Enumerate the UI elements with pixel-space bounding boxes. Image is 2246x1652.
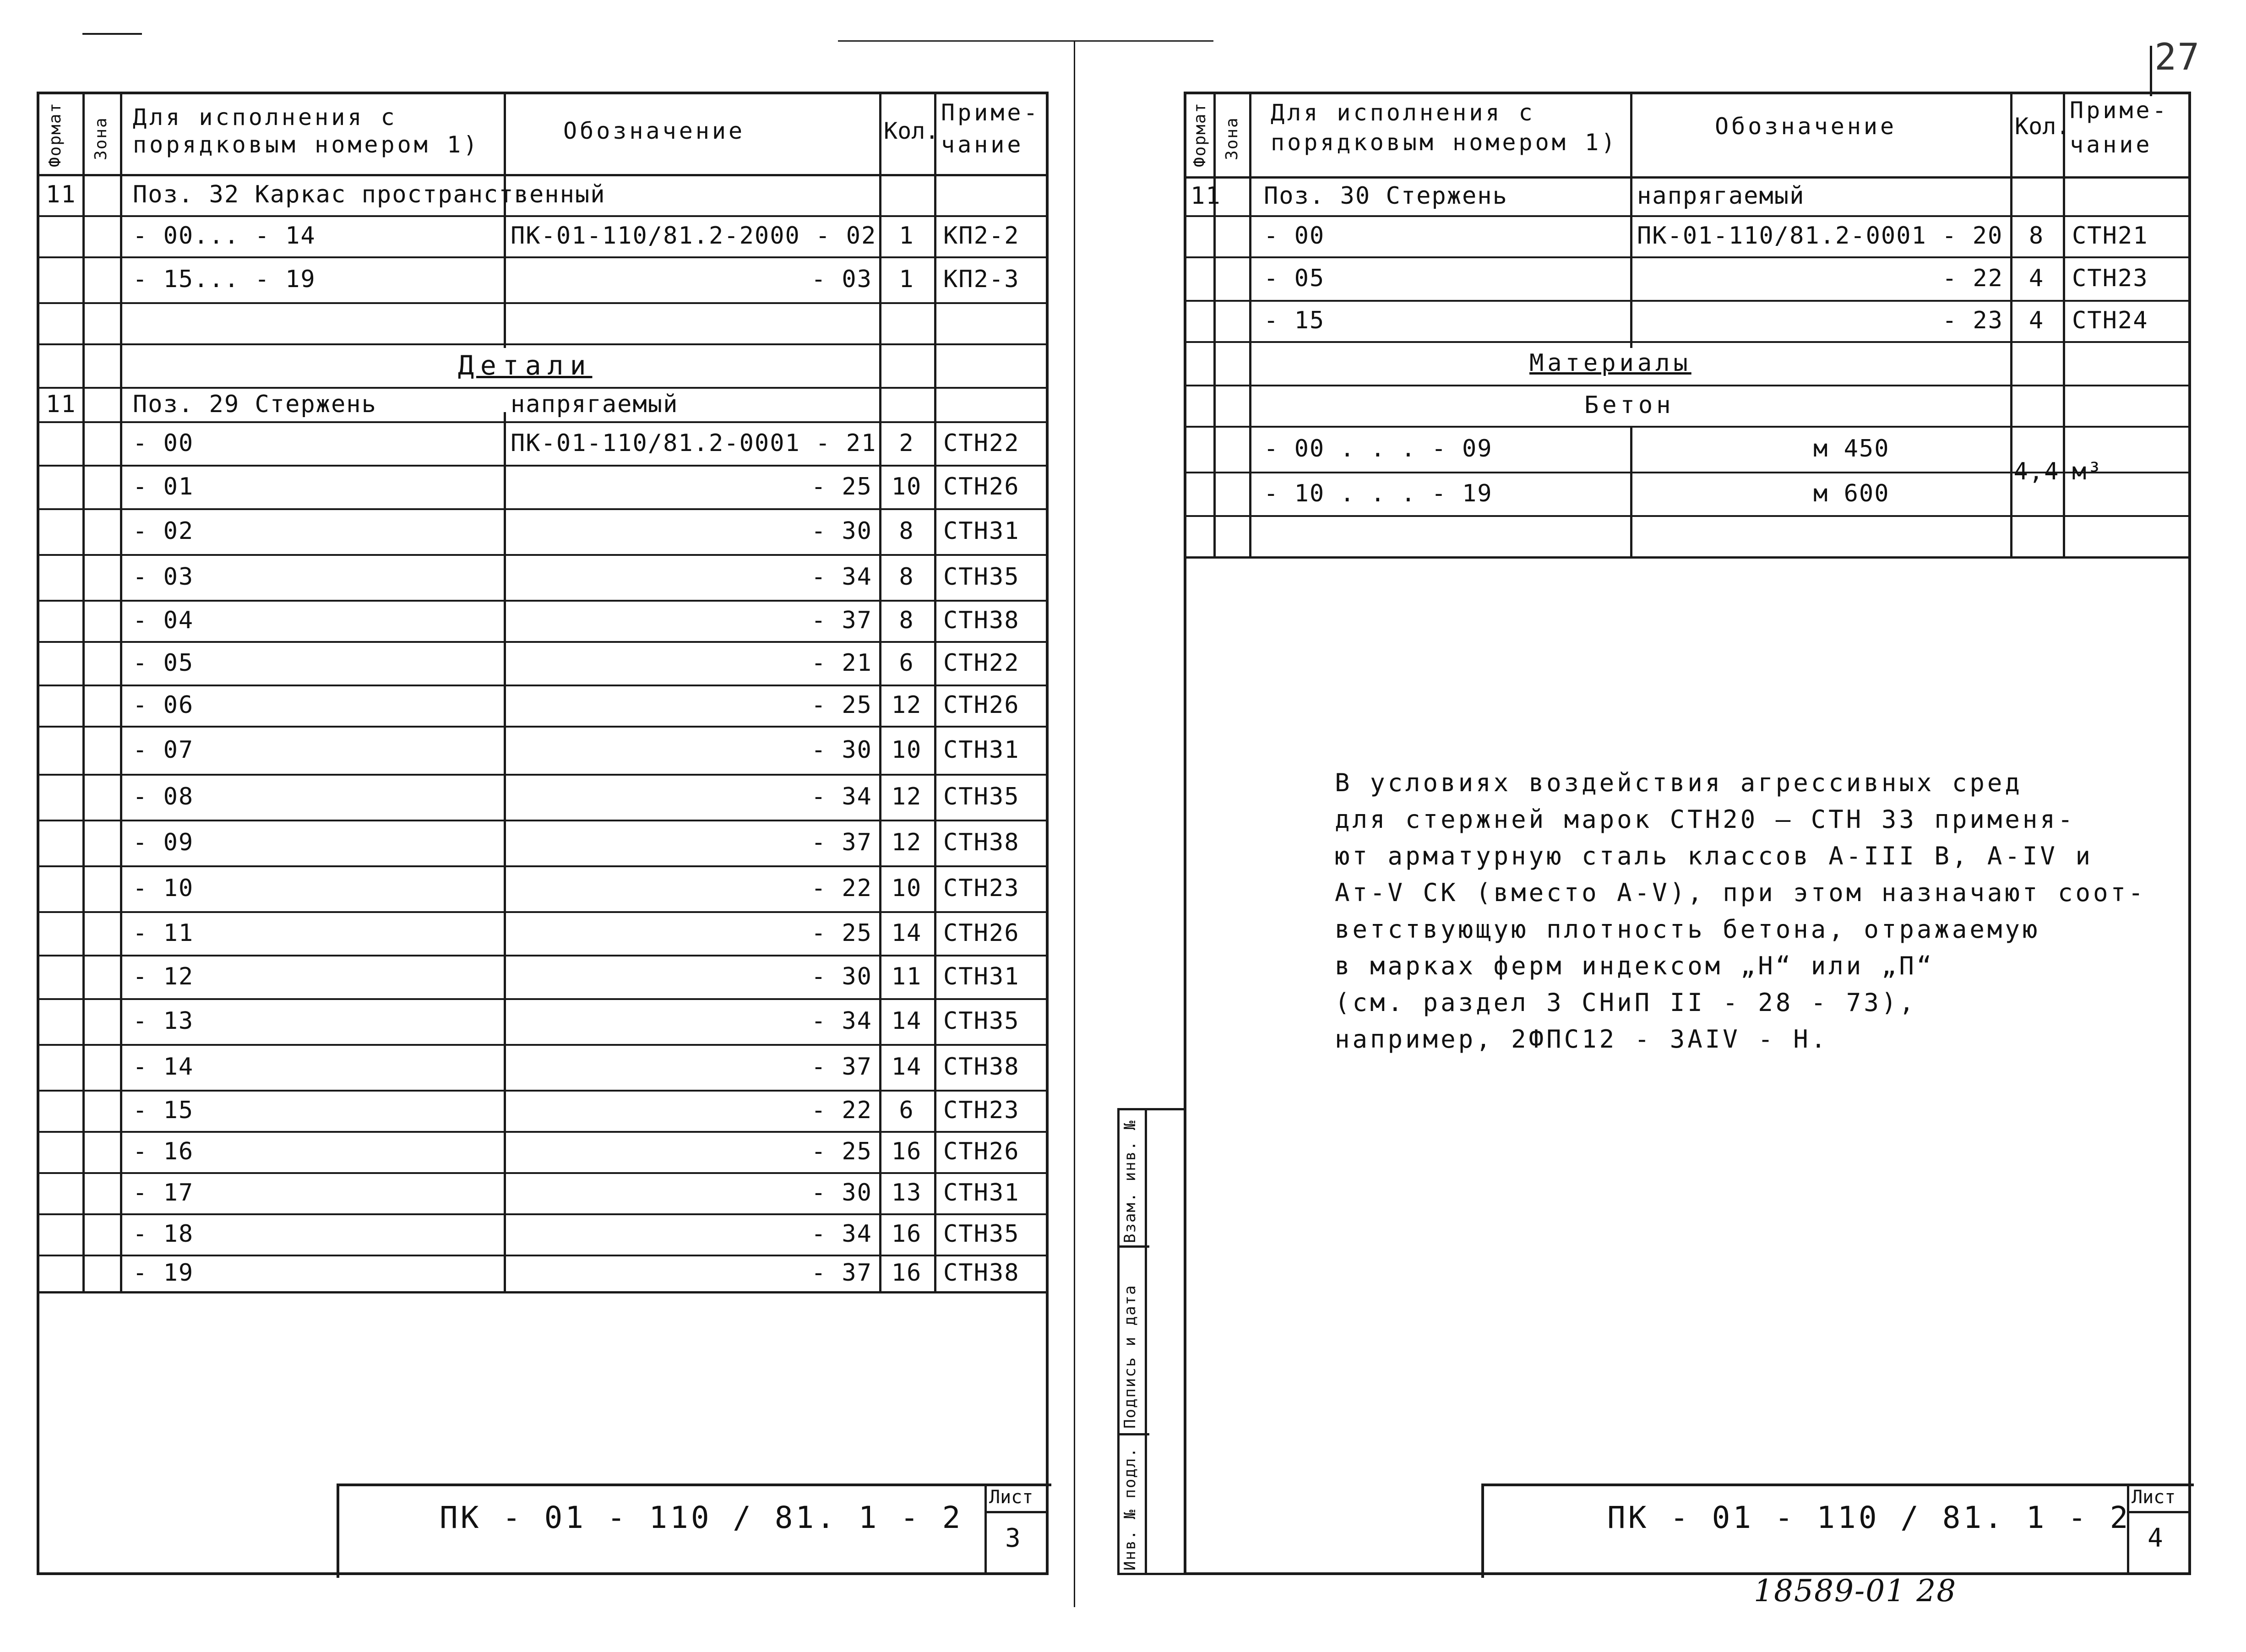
note-cell: СТН26 [943,691,1020,719]
designation-cell: - 34 [811,1220,872,1248]
qty-cell: 12 [891,783,922,810]
row-divider [37,774,1049,776]
note-line: Ат-V СК (вместо А-V), при этом назначают соот- [1335,878,2146,907]
designation-cell: ПК-01-110/81.2-0001 - 20 [1637,222,2003,250]
page-number: 27 [2154,36,2201,78]
right-sheet-label: Лист [2132,1487,2176,1508]
row-divider [37,911,1049,913]
name-cell: Детали [458,349,593,381]
qty-cell: 16 [891,1220,922,1248]
qty-cell: 12 [891,691,922,719]
designation-cell: - 34 [811,1007,872,1035]
name-cell: - 13 [133,1007,194,1035]
row-divider [37,387,1049,389]
row-divider [37,215,1049,217]
for-execution-header-line1: Для исполнения с [133,104,397,130]
designation-cell: м 450 [1813,435,1890,462]
note-cell: СТН31 [943,962,1020,990]
note-cell: СТН21 [2072,222,2148,250]
note-cell: СТН23 [2072,264,2148,292]
row-divider [1184,515,2191,517]
name-cell: Поз. 32 Каркас пространственный [133,181,606,208]
name-cell: - 03 [133,563,194,591]
right-title-code: ПК - 01 - 110 / 81. 1 - 2 [1607,1500,2131,1535]
designation-header: Обозначение [563,118,745,144]
note-line: ют арматурную сталь классов А-III В, А-IV и [1335,842,2093,870]
name-cell: - 12 [133,962,194,990]
name-cell: - 00 [1264,222,1325,250]
note-cell: СТН35 [943,1007,1020,1035]
qty-cell: 10 [891,473,922,500]
name-cell: - 01 [133,473,194,500]
note-cell: СТН23 [943,1097,1020,1124]
note-cell: м³ [2072,458,2103,485]
qty-cell: 4 [2028,307,2045,334]
note-cell: СТН26 [943,473,1020,500]
designation-cell: - 37 [811,829,872,856]
row-divider [37,1255,1049,1256]
name-cell: - 05 [133,649,194,677]
row-divider [37,1213,1049,1215]
archive-number: 18589-01 28 [1754,1573,1957,1609]
qty-cell: 8 [2028,222,2045,250]
designation-cell: напрягаемый [511,390,679,418]
name-cell: - 17 [133,1179,194,1206]
row-divider [37,1172,1049,1174]
note-header-line1: Приме- [941,99,1040,126]
qty-cell: 13 [891,1179,922,1206]
qty-cell: 10 [891,875,922,902]
designation-cell: - 37 [811,1259,872,1287]
designation-cell: - 30 [811,517,872,545]
row-divider [37,641,1049,643]
note-cell: СТН26 [943,1138,1020,1165]
qty-cell: 14 [891,1053,922,1081]
designation-cell: - 37 [811,1053,872,1081]
inv-podl-label: Инв. № подл. [1121,1447,1139,1570]
row-divider [1184,341,2191,343]
designation-header-right: Обозначение [1715,113,1897,140]
note-cell: СТН35 [943,563,1020,591]
note-cell: СТН38 [943,829,1020,856]
name-cell: - 00... - 14 [133,222,316,250]
qty-cell: 6 [899,1097,914,1124]
name-cell: Поз. 30 Стержень [1264,182,1508,210]
name-cell: - 07 [133,736,194,764]
designation-cell: - 25 [811,919,872,947]
note-cell: СТН24 [2072,307,2148,334]
zone-header-right: Зона [1223,117,1241,160]
row-divider [37,865,1049,867]
name-cell: - 10 . . . - 19 [1264,479,1493,507]
designation-cell: - 34 [811,783,872,810]
qty-cell: 4 [2028,264,2045,292]
row-divider [37,256,1049,258]
name-cell: - 18 [133,1220,194,1248]
row-divider [1184,426,2191,428]
name-cell: - 15... - 19 [133,266,316,293]
row-divider [1184,256,2191,258]
name-cell: - 06 [133,691,194,719]
row-divider [1184,300,2191,302]
qty-cell: 8 [899,563,914,591]
qty-cell: 4,4 [2013,458,2060,485]
format-header-right: Формат [1191,102,1209,167]
name-cell: - 10 [133,875,194,902]
note-line: (см. раздел 3 СНиП II - 28 - 73), [1335,988,1917,1017]
note-header-line2-right: чание [2070,131,2153,158]
name-cell: - 05 [1264,264,1325,292]
name-cell: - 08 [133,783,194,810]
note-cell: СТН22 [943,649,1020,677]
designation-cell: - 21 [811,649,872,677]
name-cell: - 04 [133,607,194,634]
row-divider [37,1090,1049,1092]
row-divider [37,820,1049,821]
format-cell: 11 [46,390,76,418]
note-cell: СТН35 [943,783,1020,810]
left-sheet-label: Лист [989,1487,1033,1508]
designation-cell: - 25 [811,1138,872,1165]
right-sheet-number: 4 [2148,1523,2164,1553]
designation-cell: - 23 [1942,307,2003,334]
note-cell: СТН22 [943,429,1020,457]
name-cell: - 15 [133,1097,194,1124]
note-cell: СТН38 [943,607,1020,634]
designation-cell: - 22 [811,1097,872,1124]
qty-header-right: Кол. [2015,113,2070,140]
note-header-line1-right: Приме- [2070,97,2169,124]
row-divider [37,465,1049,467]
qty-cell: 16 [891,1138,922,1165]
qty-cell: 1 [899,222,914,250]
qty-cell: 12 [891,829,922,856]
qty-cell: 11 [891,962,922,990]
for-execution-header-line2: порядковым номером 1) [133,131,480,158]
designation-cell: - 22 [811,875,872,902]
row-divider [37,685,1049,686]
note-cell: КП2-3 [943,266,1020,293]
qty-cell: 8 [899,517,914,545]
designation-cell: - 34 [811,563,872,591]
name-cell: - 19 [133,1259,194,1287]
name-cell: Материалы [1529,349,1691,377]
designation-cell: - 37 [811,607,872,634]
designation-cell: - 25 [811,473,872,500]
row-divider [1184,215,2191,217]
qty-cell: 10 [891,736,922,764]
note-line: например, 2ФПС12 - 3АIV - Н. [1335,1025,1829,1054]
row-divider [1184,385,2191,386]
qty-cell: 14 [891,919,922,947]
designation-cell: ПК-01-110/81.2-0001 - 21 [511,429,877,457]
row-divider [37,302,1049,304]
format-cell: 11 [46,181,76,208]
note-cell: СТН26 [943,919,1020,947]
format-cell: 11 [1191,182,1221,210]
designation-cell: - 22 [1942,264,2003,292]
row-divider [37,554,1049,556]
name-cell: - 14 [133,1053,194,1081]
designation-cell: - 03 [811,266,872,293]
note-line: В условиях воздействия агрессивных сред [1335,768,2023,797]
name-cell: - 15 [1264,307,1325,334]
row-divider [37,1131,1049,1133]
designation-cell: м 600 [1813,479,1890,507]
row-divider [37,343,1049,345]
qty-cell: 2 [899,429,914,457]
designation-cell: - 30 [811,1179,872,1206]
qty-cell: 1 [899,266,914,293]
designation-cell: - 25 [811,691,872,719]
note-line: ветствующую плотность бетона, отражаемую [1335,915,2040,944]
row-divider [37,1291,1049,1293]
row-divider [37,421,1049,423]
qty-cell: 6 [899,649,914,677]
row-divider [37,955,1049,956]
zone-header: Зона [92,117,110,160]
note-cell: СТН31 [943,736,1020,764]
qty-header: Кол. [884,118,939,144]
row-divider [37,998,1049,1000]
row-divider [1184,556,2191,558]
qty-cell: 8 [899,607,914,634]
name-cell: Поз. 29 Стержень [133,390,377,418]
note-cell: СТН31 [943,517,1020,545]
designation-cell: ПК-01-110/81.2-2000 - 02 [511,222,877,250]
row-divider [37,726,1049,728]
name-cell: - 16 [133,1138,194,1165]
left-title-code: ПК - 01 - 110 / 81. 1 - 2 [440,1500,963,1535]
note-cell: СТН38 [943,1259,1020,1287]
note-cell: СТН23 [943,875,1020,902]
name-cell: - 09 [133,829,194,856]
row-divider [37,1044,1049,1046]
row-divider [37,600,1049,602]
row-divider [37,508,1049,510]
designation-cell: - 30 [811,736,872,764]
note-cell: СТН35 [943,1220,1020,1248]
name-cell: - 00 [133,429,194,457]
note-cell: СТН38 [943,1053,1020,1081]
aggressive-environment-note [1335,765,2146,1058]
for-execution-header-line2-right: порядковым номером 1) [1271,129,1618,156]
vzam-inv-label: Взам. инв. № [1121,1119,1139,1243]
name-cell: - 00 . . . - 09 [1264,435,1493,462]
qty-cell: 16 [891,1259,922,1287]
for-execution-header-line1-right: Для исполнения с [1271,99,1535,126]
name-cell: Бетон [1584,391,1675,419]
qty-cell: 14 [891,1007,922,1035]
signature-date-label: Подпись и дата [1121,1284,1139,1429]
designation-cell: - 30 [811,962,872,990]
name-cell: - 11 [133,919,194,947]
note-line: в марках ферм индексом „Н“ или „П“ [1335,951,1935,980]
note-line: для стержней марок СТН20 — СТН 33 применя- [1335,805,2076,834]
left-sheet-number: 3 [1005,1523,1022,1553]
note-cell: КП2-2 [943,222,1020,250]
format-header: Формат [46,102,65,167]
designation-cell: напрягаемый [1637,182,1805,210]
name-cell: - 02 [133,517,194,545]
note-header-line2: чание [941,131,1024,158]
note-cell: СТН31 [943,1179,1020,1206]
